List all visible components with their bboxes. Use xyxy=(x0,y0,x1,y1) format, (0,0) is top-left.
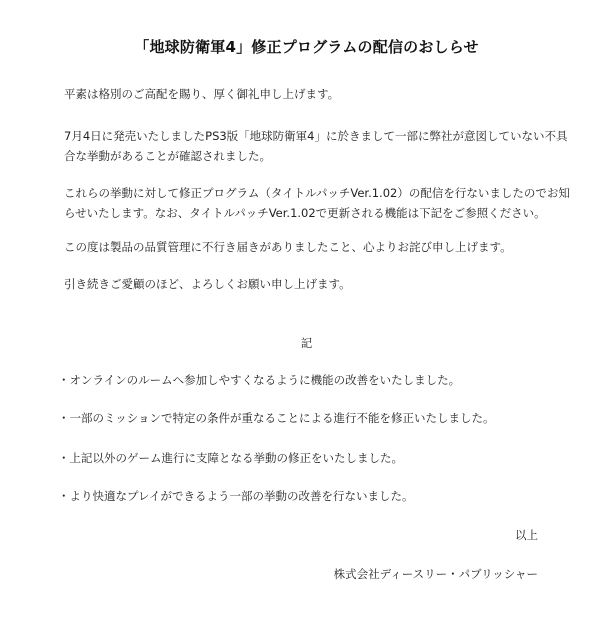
greeting-paragraph: 平素は格別のご高配を賜り、厚く御礼申し上げます。 xyxy=(64,87,340,101)
fix-list-item: ・上記以外のゲーム進行に支障となる挙動の修正をいたしました。 xyxy=(58,451,403,465)
fix-list-item: ・より快適なプレイができるよう一部の挙動の改善を行ないました。 xyxy=(58,489,414,503)
company-name: 株式会社ディースリー・パブリッシャー xyxy=(333,567,538,581)
apology-paragraph: この度は製品の品質管理に不行き届きがありましたこと、心よりお詫び申し上げます。 xyxy=(64,240,512,254)
issue-paragraph: 7月4日に発売いたしましたPS3版「地球防衛軍4」に於きまして一部に弊社が意図していない不具合な挙動があることが確認されました。 xyxy=(64,129,568,163)
closing-paragraph: 引き続きご愛顧のほど、よろしくお願い申し上げます。 xyxy=(64,277,351,291)
notice-title: 「地球防衛軍4」修正プログラムの配信のおしらせ xyxy=(134,38,479,56)
ki-heading: 記 xyxy=(300,336,313,350)
closing-mark: 以上 xyxy=(515,528,538,542)
fix-list-item: ・オンラインのルームへ参加しやすくなるように機能の改善をいたしました。 xyxy=(58,373,461,387)
patch-paragraph: これらの挙動に対して修正プログラム（タイトルパッチVer.1.02）の配信を行ないましたのでお知らせいたします。なお、タイトルパッチVer.1.02で更新される機能は下記をご参照ください。 xyxy=(64,186,570,220)
fix-list-item: ・一部のミッションで特定の条件が重なることによる進行不能を修正いたしました。 xyxy=(58,411,495,425)
